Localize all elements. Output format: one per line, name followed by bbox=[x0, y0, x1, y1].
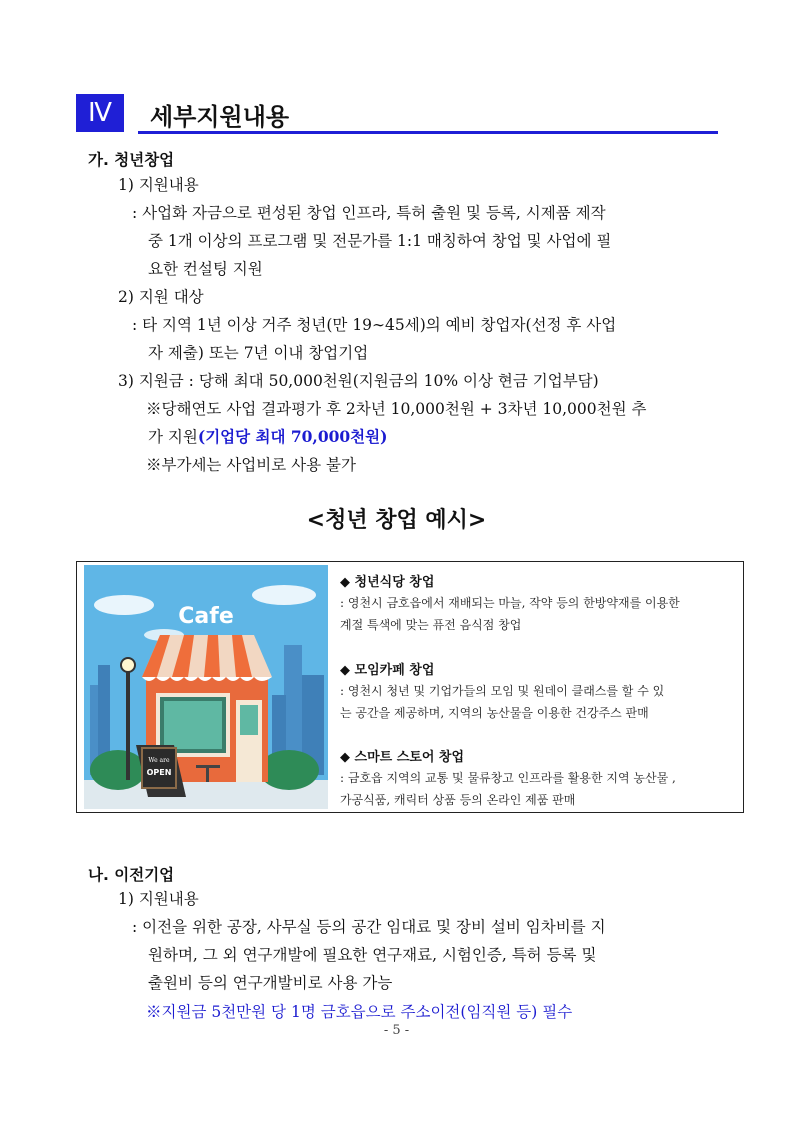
part-b-item1-line1: : 이전을 위한 공장, 사무실 등의 공간 임대료 및 장비 설비 임차비를 지 bbox=[132, 918, 606, 936]
part-a-item3-label: 3) 지원금 : 당해 최대 50,000천원(지원금의 10% 이상 현금 기업부담) bbox=[118, 372, 599, 390]
part-a-item1-line3: 요한 컨설팅 지원 bbox=[148, 260, 263, 278]
example-item-2-desc-2: 는 공간을 제공하며, 지역의 농산물을 이용한 건강주스 판매 bbox=[340, 706, 649, 720]
page-number: - 5 - bbox=[383, 1023, 410, 1038]
example-item-1-title: ◆ 청년식당 창업 bbox=[340, 575, 435, 590]
part-a-item2-label: 2) 지원 대상 bbox=[118, 288, 204, 306]
cafe-sign-text: Cafe bbox=[178, 604, 234, 629]
part-b-heading: 나. 이전기업 bbox=[88, 866, 175, 884]
part-a-item1-line2: 중 1개 이상의 프로그램 및 전문가를 1:1 매칭하여 창업 및 사업에 필 bbox=[148, 232, 612, 250]
example-item-3-desc-1: : 금호읍 지역의 교통 및 물류창고 인프라를 활용한 지역 농산물 , bbox=[340, 771, 676, 785]
example-item-3-title: ◆ 스마트 스토어 창업 bbox=[340, 750, 465, 765]
part-a-note1-prefix: 가 지원 bbox=[148, 428, 198, 446]
example-item-2-title: ◆ 모임카페 창업 bbox=[340, 663, 435, 678]
part-a-item1-label: 1) 지원내용 bbox=[118, 176, 199, 194]
part-b-item1-line3: 출원비 등의 연구개발비로 사용 가능 bbox=[148, 974, 393, 992]
part-b-item1-line2: 원하며, 그 외 연구개발에 필요한 연구재료, 시험인증, 특허 등록 및 bbox=[148, 946, 597, 964]
board-text-2: OPEN bbox=[146, 768, 172, 777]
board-text-1: We are bbox=[148, 757, 170, 764]
part-b-item1-label: 1) 지원내용 bbox=[118, 890, 199, 908]
part-a-item1-line1: : 사업화 자금으로 편성된 창업 인프라, 특허 출원 및 등록, 시제품 제작 bbox=[132, 204, 606, 222]
part-a-note2: ※부가세는 사업비로 사용 불가 bbox=[146, 456, 356, 474]
section-title: 세부지원내용 bbox=[150, 103, 290, 131]
part-a-note1-line2 bbox=[148, 423, 387, 451]
example-title: <청년 창업 예시> bbox=[306, 508, 487, 533]
example-item-2-desc-1: : 영천시 청년 및 기업가들의 모임 및 원데이 클래스를 할 수 있 bbox=[340, 684, 665, 698]
part-a-note1-line1: ※당해연도 사업 결과평가 후 2차년 10,000천원 + 3차년 10,000천원 추 bbox=[146, 400, 647, 418]
example-item-3-desc-2: 가공식품, 캐릭터 상품 등의 온라인 제품 판매 bbox=[340, 793, 576, 807]
part-b-note: ※지원금 5천만원 당 1명 금호읍으로 주소이전(임직원 등) 필수 bbox=[146, 1003, 573, 1021]
part-a-item2-line2: 자 제출) 또는 7년 이내 창업기업 bbox=[148, 344, 369, 362]
part-a-item2-line1: : 타 지역 1년 이상 거주 청년(만 19∼45세)의 예비 창업자(선정 후 사업 bbox=[132, 316, 617, 334]
example-item-1-desc-1: : 영천시 금호읍에서 재배되는 마늘, 작약 등의 한방약재를 이용한 bbox=[340, 596, 680, 610]
section-number-badge: Ⅳ bbox=[76, 94, 124, 132]
section-underline bbox=[138, 131, 718, 134]
cafe-illustration bbox=[84, 565, 328, 809]
part-a-note1-highlight: (기업당 최대 70,000천원) bbox=[197, 427, 388, 446]
example-item-1-desc-2: 계절 특색에 맞는 퓨전 음식점 창업 bbox=[340, 618, 522, 632]
part-a-heading: 가. 청년창업 bbox=[88, 151, 175, 169]
